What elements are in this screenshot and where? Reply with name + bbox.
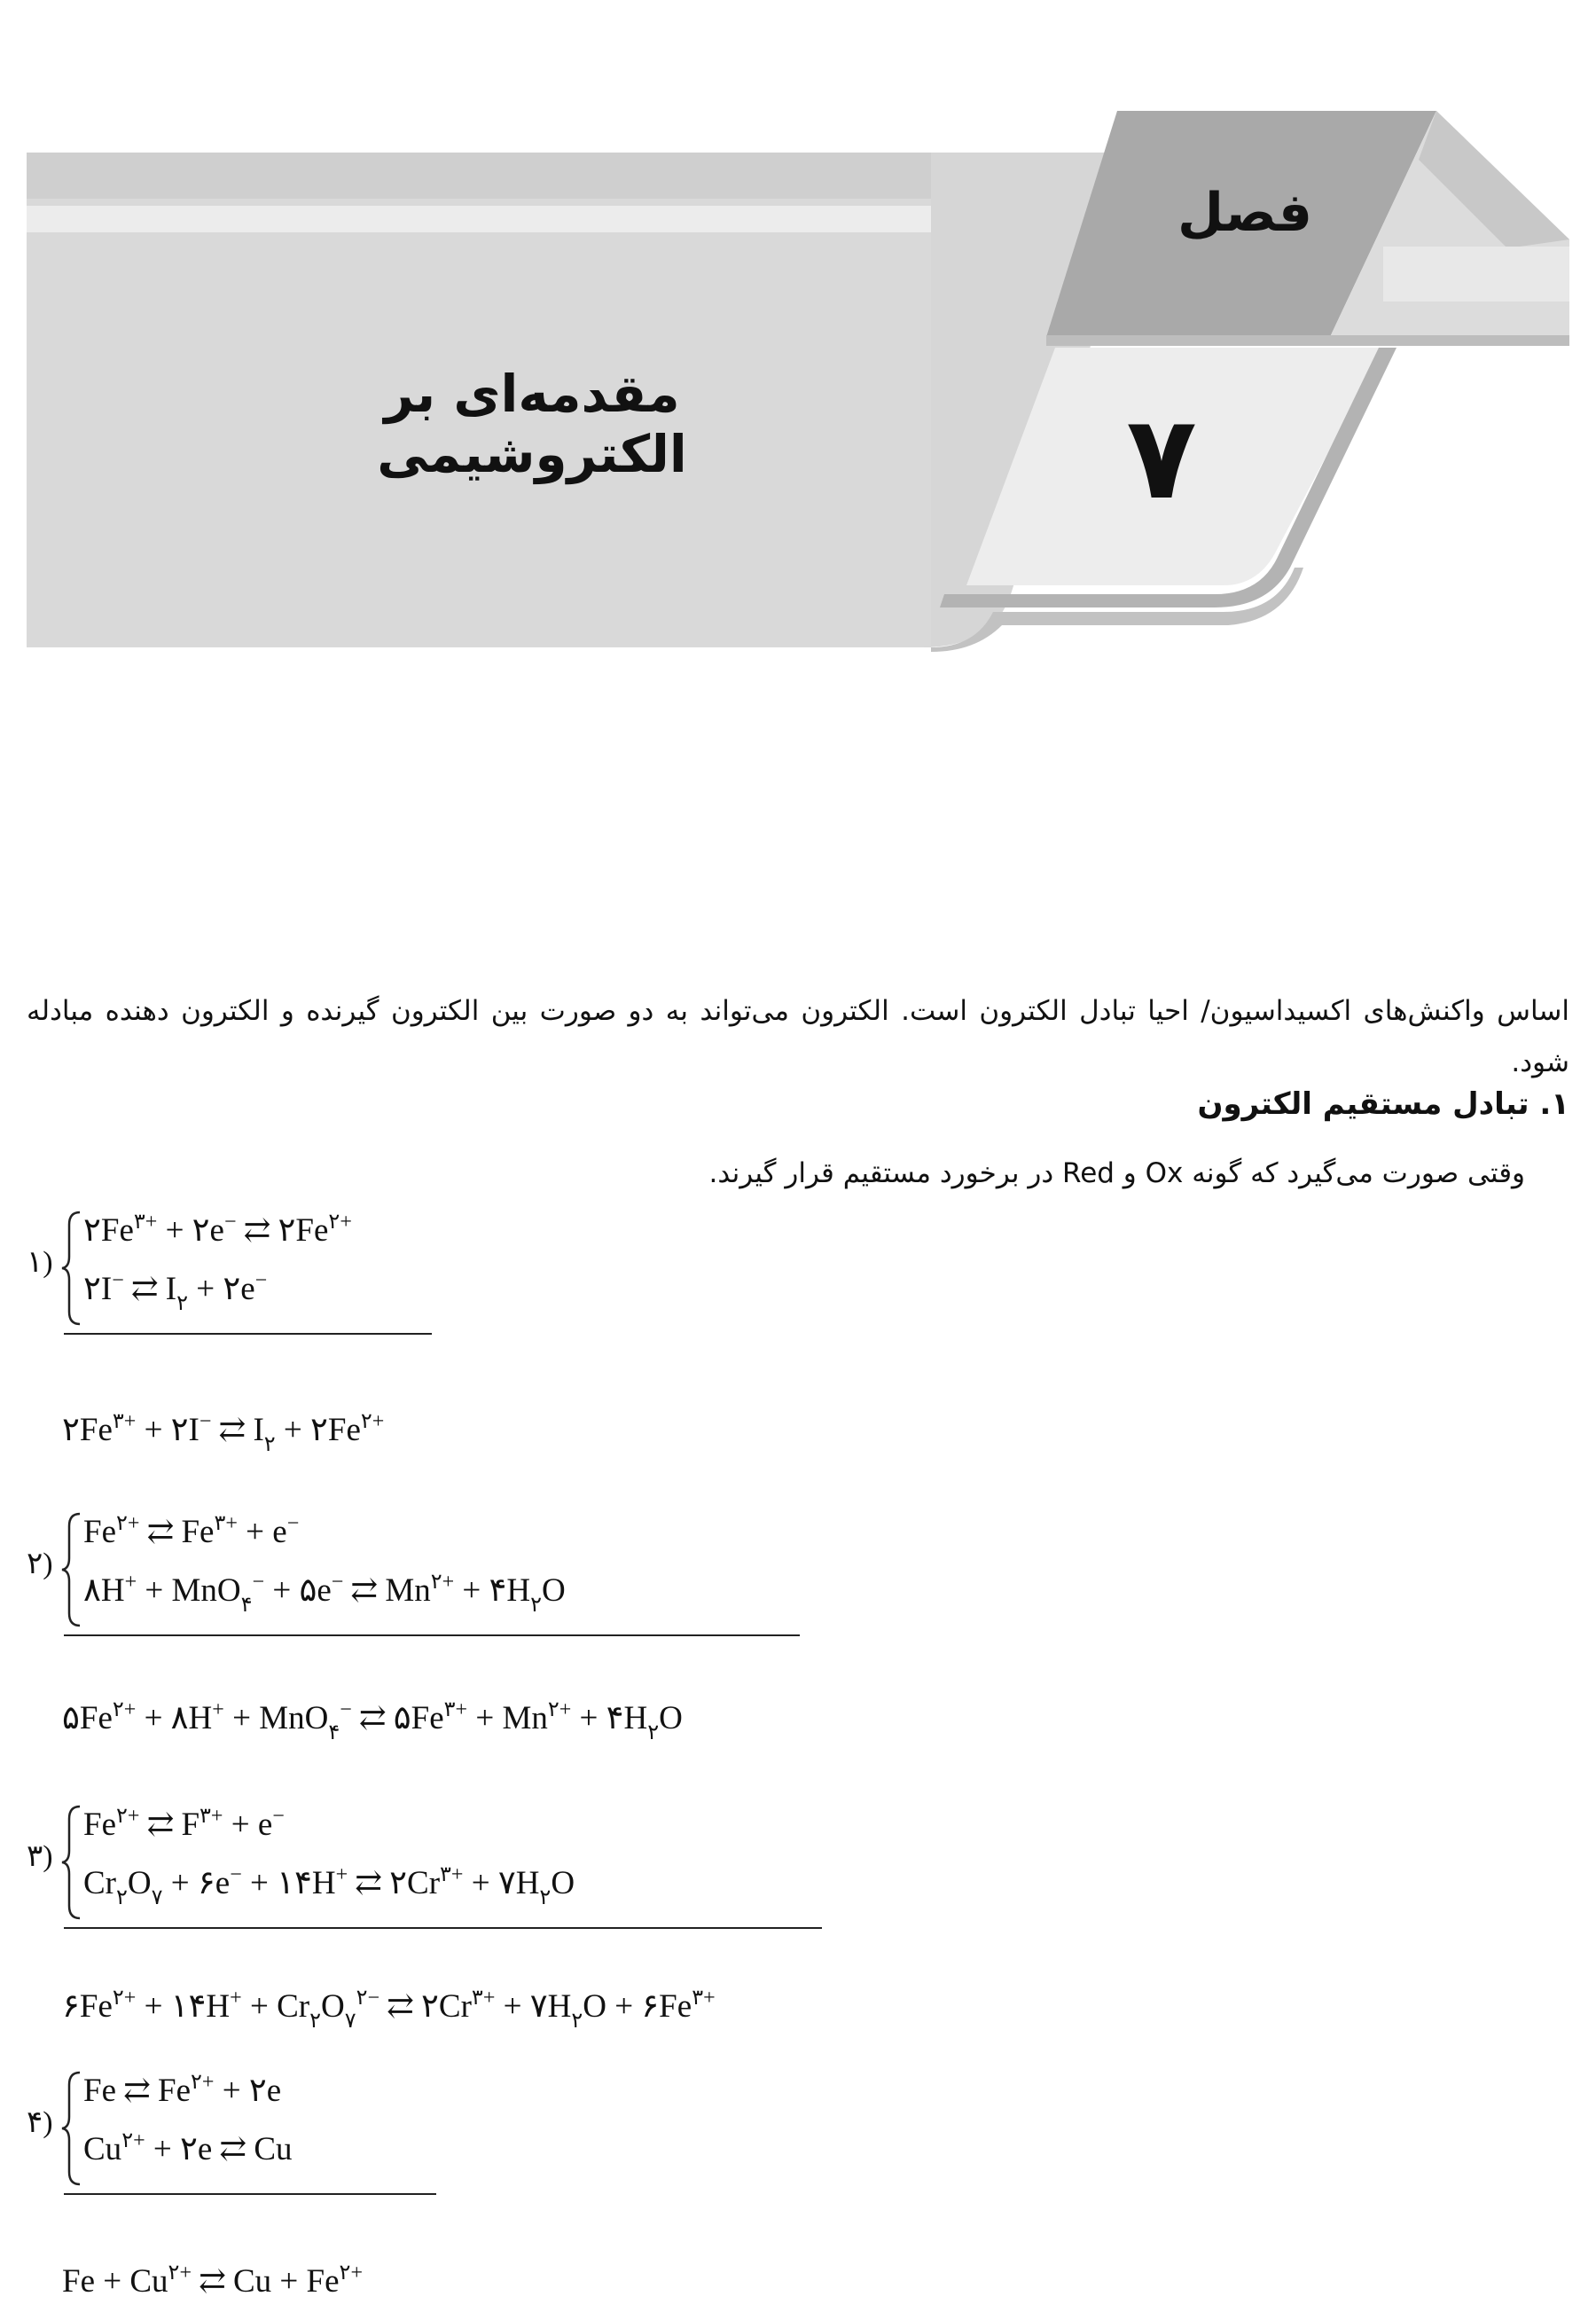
term: Fe: [158, 2073, 192, 2109]
term: + ۷H: [495, 1988, 572, 2025]
charge-superscript: ۲+: [112, 1698, 137, 1721]
equilibrium-arrow: ⇄: [219, 2131, 247, 2167]
reaction-number: ۱): [27, 1246, 53, 1279]
half-reaction: [83, 1512, 299, 1551]
term: + ۲e: [187, 1271, 255, 1307]
half-reaction: [83, 2071, 281, 2110]
term: O: [542, 1572, 566, 1609]
charge-superscript: ۳+: [214, 1512, 238, 1535]
sum-rule: [64, 1333, 432, 1335]
term: + ۶e: [162, 1865, 231, 1901]
charge-superscript: −: [230, 1863, 242, 1886]
charge-superscript: +: [212, 1698, 224, 1721]
charge-superscript: −: [112, 1269, 124, 1292]
equilibrium-arrow: ⇄: [146, 1806, 175, 1843]
charge-superscript: −: [286, 1512, 300, 1535]
term: + ۲e: [145, 2131, 213, 2167]
subscript: ۲: [176, 1292, 188, 1315]
term: + ۲e: [157, 1212, 224, 1249]
subscript: ۲: [539, 1886, 552, 1909]
term: + MnO: [137, 1572, 241, 1609]
term: I: [165, 1271, 177, 1307]
charge-superscript: ۲+: [360, 1410, 385, 1433]
equilibrium-arrow: ⇄: [243, 1212, 271, 1249]
overall-reaction: [62, 1987, 716, 2033]
subscript: ۲: [309, 2010, 321, 2033]
term: + MnO: [223, 1700, 329, 1736]
subscript: ۲: [530, 1594, 543, 1617]
equilibrium-arrow: ⇄: [387, 1988, 415, 2025]
half-reaction: [83, 1211, 352, 1250]
subscript: ۲: [571, 2010, 583, 2033]
subscript: ۴: [240, 1594, 253, 1617]
subscript: ۲: [116, 1886, 128, 1909]
charge-superscript: ۲+: [116, 1805, 140, 1828]
term: ۲Fe: [62, 1412, 113, 1448]
charge-superscript: +: [124, 1571, 137, 1594]
brace: [60, 1512, 83, 1627]
charge-superscript: ۳+: [112, 1410, 137, 1433]
term: Fe: [83, 1514, 116, 1550]
charge-superscript: −: [340, 1698, 352, 1721]
charge-superscript: −: [272, 1805, 285, 1828]
charge-superscript: +: [230, 1987, 242, 2010]
brace: [60, 1805, 83, 1920]
charge-superscript: ۲+: [116, 1512, 140, 1535]
subscript: ۲: [647, 1721, 660, 1744]
sum-rule: [64, 2193, 436, 2195]
term: ۲Fe: [83, 1212, 134, 1249]
term: ۲Cr: [421, 1988, 472, 2025]
term: + ۲e: [214, 2073, 282, 2109]
charge-superscript: ۳+: [471, 1987, 496, 2010]
charge-superscript: −: [331, 1571, 344, 1594]
term: Cu: [83, 2131, 122, 2167]
reaction-number: ۴): [27, 2106, 53, 2139]
term: ۲Fe: [278, 1212, 329, 1249]
term: Cr: [83, 1865, 116, 1901]
term: + ۱۴H: [241, 1865, 336, 1901]
term: ۲I: [83, 1271, 113, 1307]
equilibrium-arrow: ⇄: [123, 2073, 152, 2109]
term: O: [127, 1865, 152, 1901]
charge-superscript: ۲+: [121, 2129, 145, 2152]
overall-reaction: [62, 1410, 385, 1456]
charge-superscript: ۲+: [191, 2071, 215, 2094]
subscript: ۴: [328, 1721, 340, 1744]
half-reaction: [83, 1571, 566, 1617]
sum-rule: [64, 1634, 800, 1636]
term: + ۵e: [264, 1572, 332, 1609]
term: + e: [237, 1514, 287, 1550]
term: O + ۶Fe: [583, 1988, 692, 2025]
charge-superscript: ۲+: [547, 1698, 572, 1721]
section-heading: ۱. تبادل مستقیم الکترون: [1197, 1086, 1569, 1122]
chapter-word: فصل: [1177, 182, 1312, 244]
subscript: ۷: [151, 1886, 163, 1909]
charge-superscript: ۳+: [440, 1863, 464, 1886]
subscript: ۷: [344, 2010, 356, 2033]
subscript: ۲: [263, 1433, 276, 1456]
term: O: [551, 1865, 575, 1901]
charge-superscript: ۲+: [339, 2261, 363, 2285]
term: O: [320, 1988, 345, 2025]
equilibrium-arrow: ⇄: [350, 1572, 379, 1609]
equilibrium-arrow: ⇄: [130, 1271, 159, 1307]
charge-superscript: −: [223, 1211, 237, 1234]
chapter-title: مقدمه‌ای بر الکتروشیمی: [377, 364, 687, 484]
charge-superscript: −: [199, 1410, 212, 1433]
half-reaction: [83, 1269, 268, 1315]
charge-superscript: −: [252, 1571, 265, 1594]
charge-superscript: ۳+: [692, 1987, 716, 2010]
term: I: [253, 1412, 264, 1448]
equilibrium-arrow: ⇄: [218, 1412, 246, 1448]
equilibrium-arrow: ⇄: [146, 1514, 175, 1550]
equilibrium-arrow: ⇄: [355, 1865, 383, 1901]
charge-superscript: ۲+: [168, 2261, 192, 2285]
term: F: [181, 1806, 200, 1843]
term: Mn: [385, 1572, 431, 1609]
charge-superscript: ۳+: [443, 1698, 468, 1721]
term: Fe + Cu: [62, 2263, 168, 2300]
charge-superscript: ۲+: [328, 1211, 352, 1234]
charge-superscript: ۲+: [430, 1571, 455, 1594]
charge-superscript: ۳+: [133, 1211, 158, 1234]
banner-graphic: [0, 0, 1596, 674]
reaction-number: ۲): [27, 1548, 53, 1580]
term: ۶Fe: [62, 1988, 113, 2025]
equilibrium-arrow: ⇄: [358, 1700, 387, 1736]
brace: [60, 1211, 83, 1326]
section-description: وقتی صورت می‌گیرد که گونه Ox و Red در برخورد مستقیم قرار گیرند.: [708, 1157, 1525, 1189]
term: + Cr: [241, 1988, 310, 2025]
term: + ۱۴H: [136, 1988, 231, 2025]
term: ۵Fe: [393, 1700, 444, 1736]
term: Fe: [181, 1514, 215, 1550]
term: + ۲I: [136, 1412, 200, 1448]
term: + ۷H: [463, 1865, 540, 1901]
brace: [60, 2071, 83, 2186]
term: + ۴H: [571, 1700, 648, 1736]
term: Fe: [83, 1806, 116, 1843]
term: O: [659, 1700, 683, 1736]
charge-superscript: ۳+: [200, 1805, 223, 1828]
term: + ۴H: [454, 1572, 531, 1609]
sum-rule: [64, 1927, 822, 1929]
charge-superscript: +: [335, 1863, 348, 1886]
term: + Mn: [467, 1700, 548, 1736]
term: ۵Fe: [62, 1700, 113, 1736]
term: ۸H: [83, 1572, 125, 1609]
half-reaction: [83, 1805, 285, 1844]
term: + e: [223, 1806, 273, 1843]
overall-reaction: [62, 1698, 683, 1744]
term: Cu + Fe: [233, 2263, 340, 2300]
overall-reaction: [62, 2261, 363, 2300]
chapter-number: ۷: [1126, 390, 1197, 525]
equilibrium-arrow: ⇄: [198, 2263, 226, 2300]
charge-superscript: ۲+: [112, 1987, 137, 2010]
half-reaction: [83, 1863, 575, 1909]
chapter-banner: [0, 0, 1596, 674]
half-reaction: [83, 2129, 293, 2168]
term: Cu: [254, 2131, 293, 2167]
intro-paragraph: اساس واکنش‌های اکسیداسیون/ احیا تبادل الکترون است. الکترون می‌تواند به دو صورت بین الکترون گیرنده و الکترون دهنده مبادله شود.: [27, 995, 1569, 1078]
term: + ۸H: [136, 1700, 213, 1736]
term: + ۲Fe: [275, 1412, 361, 1448]
term: Fe: [83, 2073, 116, 2109]
reaction-number: ۳): [27, 1840, 53, 1873]
charge-superscript: ۲−: [356, 1987, 380, 2010]
charge-superscript: −: [254, 1269, 268, 1292]
term: ۲Cr: [389, 1865, 441, 1901]
